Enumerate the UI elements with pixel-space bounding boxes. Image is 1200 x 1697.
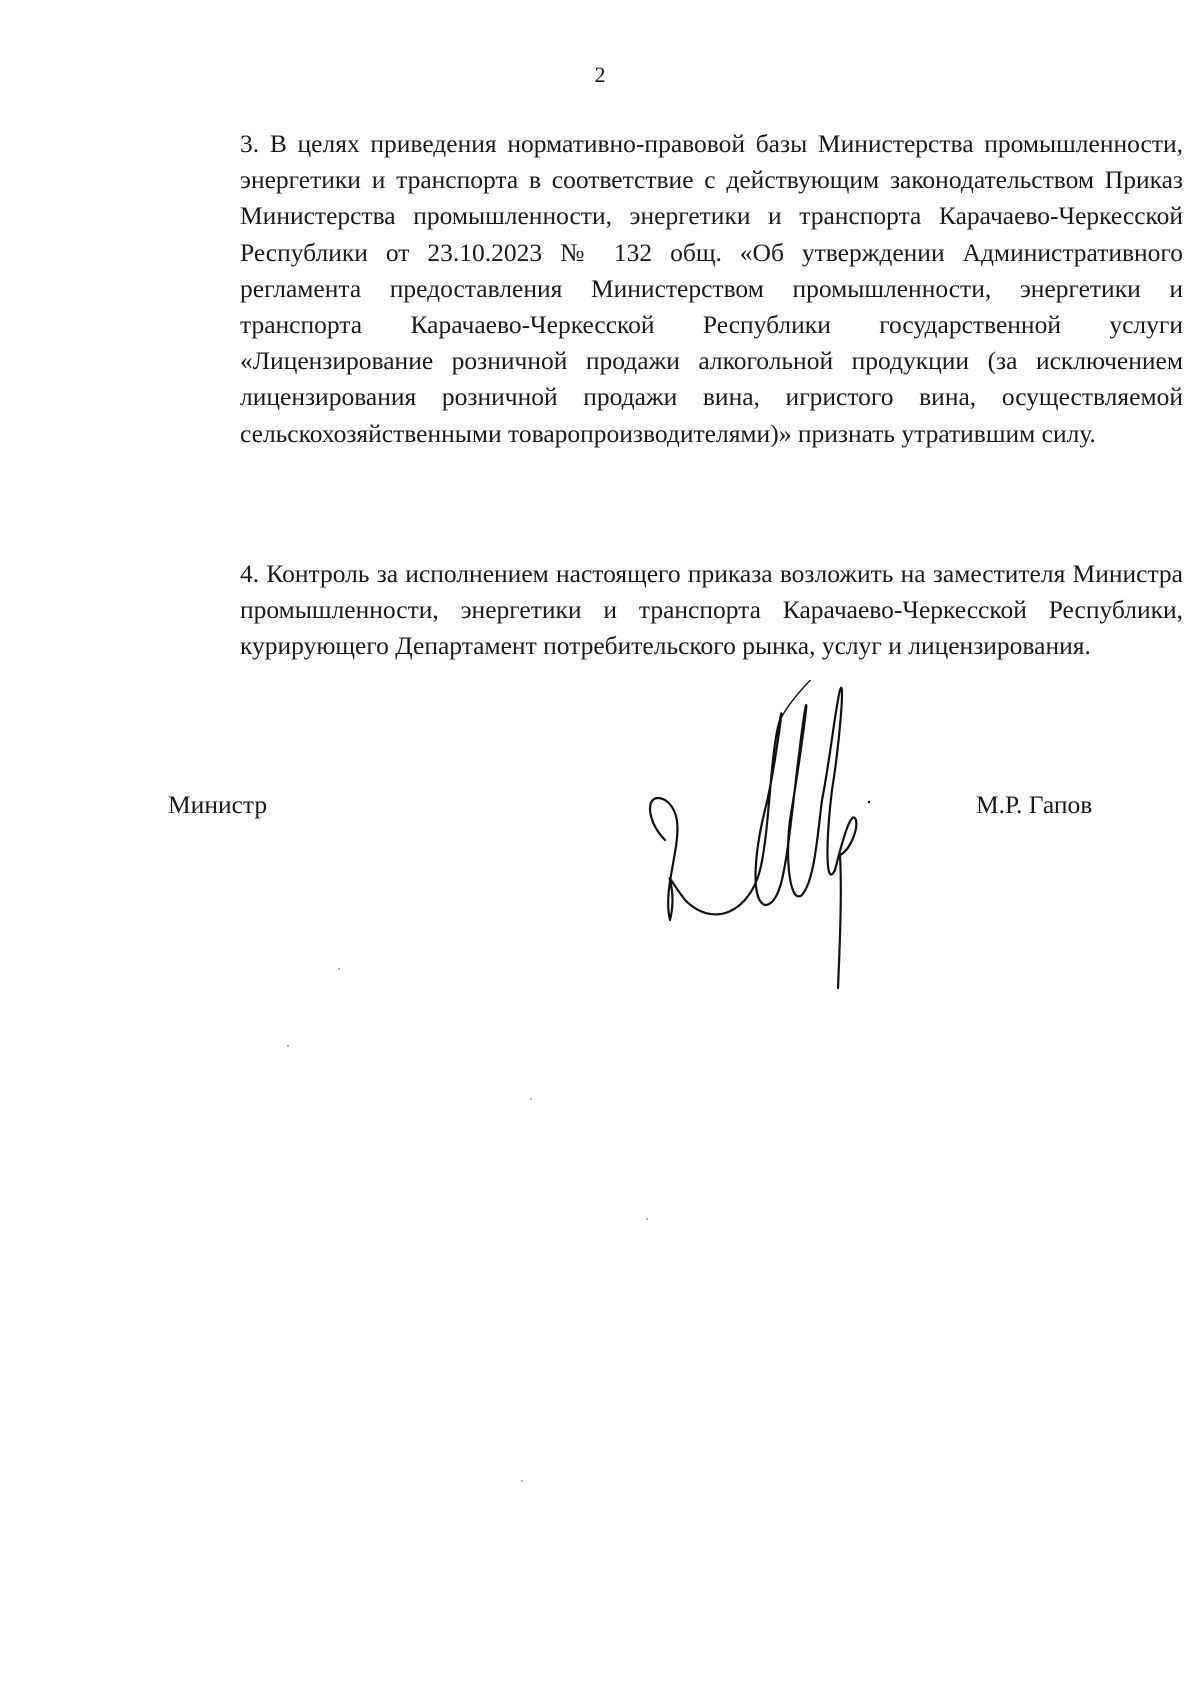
signatory-name: М.Р. Гапов	[976, 790, 1093, 819]
scan-speck	[646, 1218, 648, 1220]
scan-speck	[338, 968, 340, 970]
page-number: 2	[594, 62, 606, 87]
paragraph-3: 3. В целях приведения нормативно-правовой базы Министерства промышленности, энергетики и транспорта в соответствие с действующим законодательством Приказ Министерства промышленности, энергетики и транспорта Карачаево-Черкесской Республики от 23.10.2023 № 132 общ. «Об утверждении Административного регламента предоставления Министерством промышленности, энергетики и транспорта Карачаево-Черкесской Республики государственной услуги «Лицензирование розничной продажи алкогольной продукции (за исключением лицензирования розничной продажи вина, игристого вина, осуществляемой сельскохозяйственными товаропроизводителями)» признать утратившим силу.	[240, 129, 1183, 448]
paragraph-4: 4. Контроль за исполнением настоящего приказа возложить на заместителя Министра промышленности, энергетики и транспорта Карачаево-Черкесской Республики, курирующего Департамент потребительского рынка, услуг и лицензирования.	[240, 559, 1183, 661]
scan-speck	[521, 1480, 523, 1482]
scan-speck	[530, 1098, 532, 1100]
handwritten-signature	[640, 680, 880, 1000]
signatory-position: Министр	[168, 790, 268, 819]
scan-speck	[287, 1045, 289, 1047]
